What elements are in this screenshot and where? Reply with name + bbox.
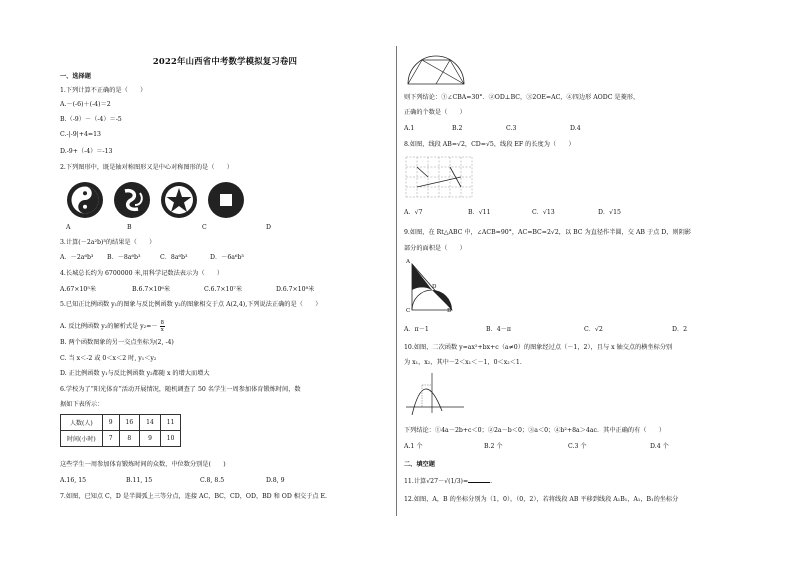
q5-fraction-denominator: x <box>160 327 164 333</box>
q3-option-a: A．－2a⁶b³ <box>60 254 94 261</box>
q11-expression: 11.计算√27－√(1/3)= <box>404 478 469 485</box>
table-cell: 时间(小时) <box>61 431 103 447</box>
q6-data-table <box>60 414 181 447</box>
q9-option-c: C．√2 <box>584 326 603 333</box>
q11-stem <box>404 477 492 486</box>
table-cell: 10 <box>160 431 181 447</box>
q8-stem: 8.如图，线段 AB=√2，CD=√5，线段 EF 的长度为（ ） <box>404 141 575 148</box>
q7-option-b: B.2 <box>452 125 463 132</box>
q4-option-b: B.6.7×10⁶米 <box>132 286 171 293</box>
q7-option-c: C.3 <box>506 125 517 132</box>
section-choice-heading: 一、选择题 <box>60 73 91 80</box>
q1-stem: 1.下列计算不正确的是（ ） <box>60 87 147 94</box>
q10-stem-2: 为 x₁，x₂，其中－2＜x₁＜－1，0＜x₂＜1. <box>404 359 522 366</box>
q6-question: 这些学生一周参加体育锻炼时间的众数、中位数分别是( ) <box>60 461 226 468</box>
q3-option-d: D．－6a⁶b³ <box>210 254 244 261</box>
page-title: 2022年山西省中考数学模拟复习卷四 <box>152 56 298 66</box>
q3-option-c: C．8a⁶b³ <box>160 254 188 261</box>
q7-option-a: A.1 <box>404 125 415 132</box>
q9-point-d: D <box>432 284 437 290</box>
q6-option-c: C.8, 8.5 <box>200 477 225 484</box>
q9-stem-2: 部分的面积是（ ） <box>404 245 466 252</box>
q5-option-d: D. 正比例函数 y₁与反比例函数 y₂都随 x 的增大而增大 <box>60 370 210 377</box>
q7-conclusions: 则下列结论：①∠CBA=30°．②OD⊥BC，③2OE=AC，④四边形 AODC 是菱形， <box>404 94 640 101</box>
q4-option-d: D.6.7×10⁸米 <box>276 286 315 293</box>
q6-option-d: D.8, 9 <box>266 477 285 484</box>
q11-answer-blank <box>468 482 490 483</box>
table-cell: 9 <box>140 431 161 447</box>
q6-stem-1: 6.学校为了“阳光体育”活动开展情况，随机调查了 50 名学生一周参加体育锻炼时间，数 <box>60 386 301 393</box>
swirl-emblem-icon <box>113 181 151 219</box>
q7-stem: 7.如图，已知点 C，D 是半圆弧上三等分点，连接 AC，BC，CD，OD，BD 和 OD 相交于点 E. <box>60 493 327 500</box>
column-divider <box>396 46 397 516</box>
q9-point-c: C <box>406 308 411 314</box>
q8-option-a: A．√7 <box>404 209 423 216</box>
table-cell: 9 <box>102 415 119 431</box>
table-cell: 16 <box>119 415 140 431</box>
q6-stem-2: 据如下表所示： <box>60 401 104 408</box>
q6-option-a: A.16, 15 <box>60 477 87 484</box>
square-hole-coin-icon <box>207 181 245 219</box>
table-cell: 8 <box>119 431 140 447</box>
q10-option-d: D.4 个 <box>650 443 669 450</box>
q8-option-d: D．√15 <box>598 209 621 216</box>
q1-option-a: A.－(-6)＋(-4)＝2 <box>60 101 111 108</box>
q12-stem: 12.如图，A，B 的坐标分别为（1，0），（0，2），若将线段 AB 平移到线段 A₁B₁，A₁，B₁的坐标分 <box>404 496 679 503</box>
q1-option-d: D.-9+（-4）＝-13 <box>60 148 113 155</box>
q4-option-a: A.67×10⁵米 <box>60 286 97 293</box>
q5-option-a <box>60 320 165 333</box>
q1-option-b: B.（-9）－（-4）＝-5 <box>60 116 122 123</box>
q5-fraction-numerator: 8 <box>160 320 165 326</box>
q7-count-question: 正确的个数是（ ） <box>404 109 466 116</box>
star-emblem-icon <box>160 181 198 219</box>
q8-option-c: C．√13 <box>532 209 555 216</box>
q5-stem: 5.已知正比例函数 y₁的图象与反比例函数 y₂的图象相交于点 A(2,4),下列说法正确的是（ ） <box>60 301 322 308</box>
q6-option-b: B.11, 15 <box>126 477 153 484</box>
q10-conclusions: 下列结论：①4a－2b+c＜0；②2a－b＜0；③a＜0；④b²+8a＞4ac．其中正确的有（ ） <box>404 427 666 434</box>
q5-option-b: B. 两个函数图象的另一交点坐标为(2, -4) <box>60 339 174 346</box>
q10-stem-1: 10.如图，二次函数 y=ax²+bx+c（a≠0）的图象经过点（－1，2），且与 x 轴交点的横坐标分别 <box>404 344 673 351</box>
q3-stem: 3.计算(－2a²b)³的结果是（ ） <box>60 239 156 246</box>
q2-label-a: A <box>66 224 71 231</box>
q7-option-d: D.4 <box>570 125 581 132</box>
q9-point-b: B <box>447 308 452 314</box>
q9-stem-1: 9.如图，在 Rt△ABC 中，∠ACB=90°，AC=BC=2√2，以 BC 为直径作半圆，交 AB 于点 D，则阴影 <box>404 229 691 236</box>
table-cell: 11 <box>160 415 181 431</box>
yin-yang-icon <box>66 181 104 219</box>
q3-option-b: B．－8a⁶b³ <box>107 254 141 261</box>
parabola-graph-figure-icon <box>404 371 466 415</box>
q4-stem: 4.长城总长约为 6700000 米,用科学记数法表示为（ ） <box>60 270 224 277</box>
q11-end: . <box>490 478 493 485</box>
q1-option-c: C.-|-9|+4=13 <box>60 131 101 138</box>
table-cell: 人数(人) <box>61 415 103 431</box>
q2-label-c: C <box>202 224 207 231</box>
q9-point-a: A <box>406 259 411 265</box>
q9-option-d: D．2 <box>672 326 688 333</box>
table-row <box>61 415 181 431</box>
q10-option-c: C.3 个 <box>568 443 587 450</box>
q4-option-c: C.6.7×10⁷米 <box>204 286 243 293</box>
grid-segments-figure-icon <box>404 155 474 199</box>
q2-label-b: B <box>127 224 132 231</box>
table-cell: 7 <box>102 431 119 447</box>
table-cell: 14 <box>140 415 161 431</box>
q9-option-b: B．4－π <box>486 326 511 333</box>
q2-stem: 2.下列图形中，既是轴对称图形又是中心对称图形的是（ ） <box>60 164 233 171</box>
section-fill-heading: 二、填空题 <box>404 461 435 468</box>
q5-option-c: C. 当 x＜-2 或 0＜x＜2 时, y₁＜y₂ <box>60 355 157 362</box>
q2-label-d: D <box>266 224 271 231</box>
q8-option-b: B．√11 <box>468 209 491 216</box>
q10-option-b: B.2 个 <box>484 443 503 450</box>
q10-option-a: A.1 个 <box>404 443 423 450</box>
semicircle-figure-icon <box>404 52 468 88</box>
q9-option-a: A．π－1 <box>404 326 429 333</box>
q5-option-a-text: A. 反比例函数 y₂的解析式是 y₂=－ <box>60 323 158 330</box>
table-row <box>61 431 181 447</box>
